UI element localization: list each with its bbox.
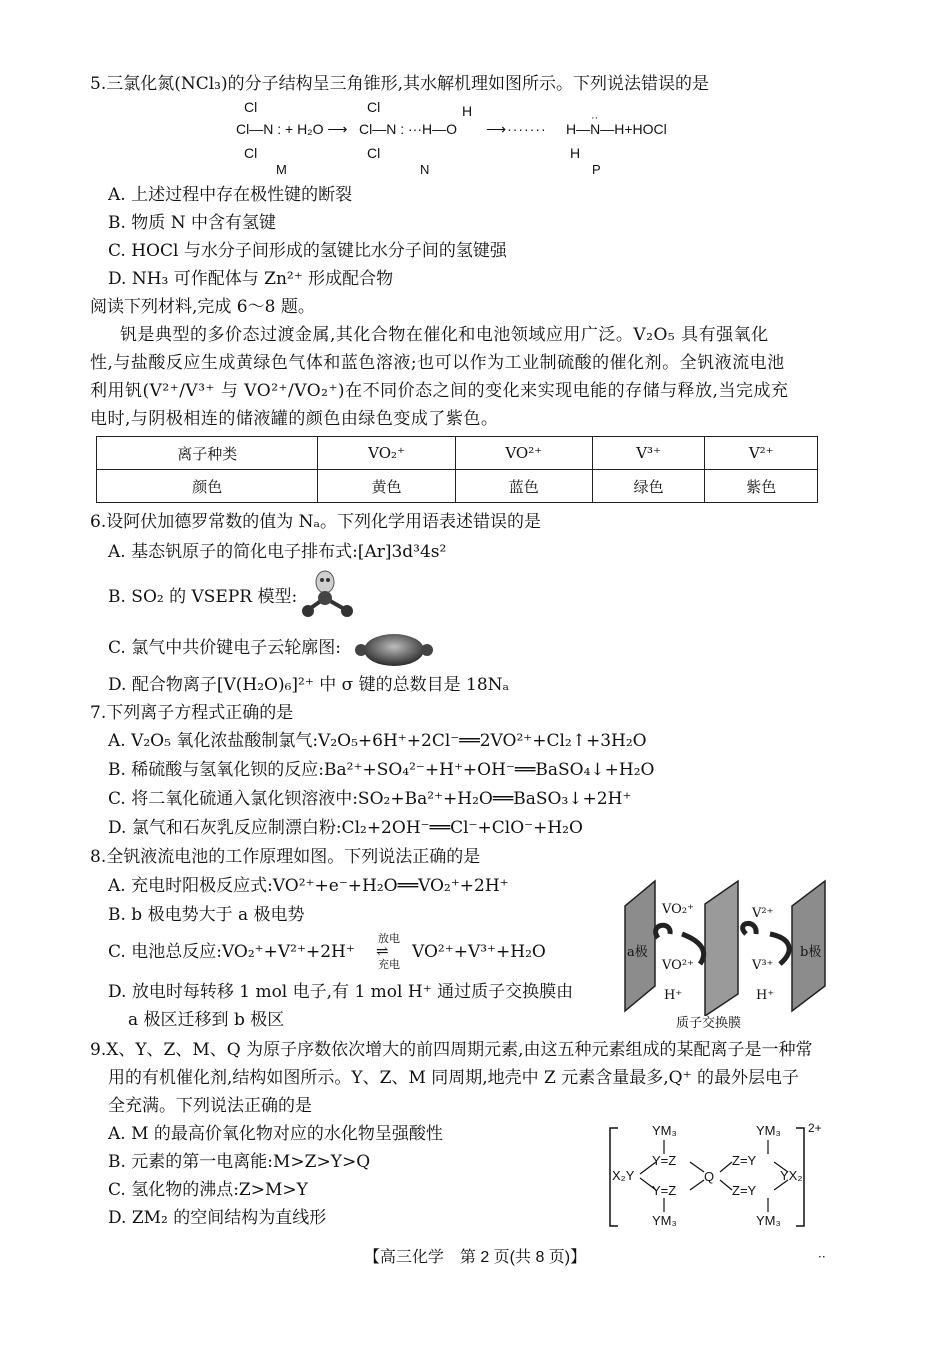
n-cl-top: Cl [367, 99, 381, 115]
q5-option-d: D. NH₃ 可作配体与 Zn²⁺ 形成配合物 [108, 269, 394, 289]
q5-option-c: C. HOCl 与水分子间形成的氢键比水分子间的氢键强 [108, 241, 507, 261]
table-cell: 黄色 [318, 470, 455, 503]
ym3-top-left: YM₃ [652, 1123, 677, 1138]
table-cell: 紫色 [705, 470, 818, 503]
table-row [97, 437, 818, 470]
x2y-left: X₂Y [612, 1168, 635, 1183]
q9-option-d: D. ZM₂ 的空间结构为直线形 [108, 1208, 327, 1228]
yz-bot-left: Y=Z [652, 1183, 677, 1198]
ion-v2plus: V²⁺ [752, 906, 774, 921]
page-footer: 【高三化学 第 2 页(共 8 页)】 [363, 1249, 587, 1266]
material-line-4: 电时,与阴极相连的储液罐的颜色由绿色变成了紫色。 [90, 409, 499, 429]
yx2-right: YX₂ [780, 1168, 803, 1183]
table-cell: 蓝色 [455, 470, 592, 503]
electrode-b-label: b极 [800, 945, 822, 960]
m-formula: Cl—N : + H₂O ⟶ [236, 121, 348, 137]
table-cell: V³⁺ [592, 437, 705, 470]
q8-option-d: D. 放电时每转移 1 mol 电子,有 1 mol H⁺ 通过质子交换膜由 [108, 982, 574, 1002]
q7-option-c: C. 将二氧化硫通入氯化钡溶液中:SO₂+Ba²⁺+H₂O══BaSO₃↓+2H⁺ [108, 789, 632, 809]
p-label: P [592, 162, 601, 177]
zy-bot-right: Z=Y [732, 1183, 757, 1198]
proton-left: H⁺ [664, 988, 683, 1003]
ion-vo2-2plus: VO²⁺ [662, 958, 694, 973]
membrane-label: 质子交换膜 [676, 1016, 742, 1031]
footer-mark: ·· [818, 1250, 826, 1264]
table-cell: 颜色 [97, 470, 318, 503]
q6-option-a: A. 基态钒原子的简化电子排布式:[Ar]3d³4s² [108, 542, 447, 562]
p-formula: H—N—H+HOCl [566, 121, 667, 137]
q8-option-d-cont: a 极区迁移到 b 极区 [128, 1010, 285, 1030]
m-cl-bot: Cl [244, 145, 258, 161]
m-label: M [276, 162, 287, 177]
q9-title-line-1: 9.X、Y、Z、M、Q 为原子序数依次增大的前四周期元素,由这五种元素组成的某配离子是一种常 [90, 1040, 813, 1060]
ym3-top-right: YM₃ [756, 1123, 781, 1138]
q6-option-b: B. SO₂ 的 VSEPR 模型: [108, 587, 298, 607]
q9-option-c: C. 氢化物的沸点:Z>M>Y [108, 1180, 308, 1200]
q8-option-c-rest: VO²⁺+V³⁺+H₂O [412, 942, 546, 962]
material-line-3: 利用钒(V²⁺/V³⁺ 与 VO²⁺/VO₂⁺)在不同价态之间的变化来实现电能的存储与释放,当完成充 [90, 381, 789, 401]
ym3-bot-right: YM₃ [756, 1213, 781, 1228]
n-label: N [420, 162, 430, 177]
reading-intro: 阅读下列材料,完成 6～8 题。 [90, 297, 315, 317]
charge-label: 2+ [808, 1121, 822, 1135]
electrode-a-label: a极 [627, 945, 648, 960]
q7-option-a: A. V₂O₅ 氧化浓盐酸制氯气:V₂O₅+6H⁺+2Cl⁻══2VO²⁺+Cl₂↑+3H₂O [108, 731, 647, 751]
table-cell: 离子种类 [97, 437, 318, 470]
table-cell: V²⁺ [705, 437, 818, 470]
q-center: Q [704, 1169, 715, 1184]
q8-title: 8.全钒液流电池的工作原理如图。下列说法正确的是 [90, 847, 481, 867]
q8-option-b: B. b 极电势大于 a 极电势 [108, 905, 305, 925]
q5-option-b: B. 物质 N 中含有氢键 [108, 213, 276, 233]
q8-option-c: C. 电池总反应:VO₂⁺+V²⁺+2H⁺ [108, 942, 355, 962]
p-lone-pair: ·· [591, 112, 599, 124]
cl2-electron-cloud-image [352, 630, 436, 670]
reaction-arrow: ⟶······· [486, 121, 547, 137]
ion-v3plus: V³⁺ [752, 958, 774, 973]
table-row [97, 470, 818, 503]
q7-title: 7.下列离子方程式正确的是 [90, 703, 294, 723]
reversible-arrow-icon: ⇌ [376, 942, 389, 960]
m-cl-top: Cl [244, 99, 258, 115]
q8-option-a: A. 充电时阳极反应式:VO²⁺+e⁻+H₂O══VO₂⁺+2H⁺ [108, 876, 509, 896]
q7-option-d: D. 氯气和石灰乳反应制漂白粉:Cl₂+2OH⁻══Cl⁻+ClO⁻+H₂O [108, 818, 583, 838]
n-formula: Cl—N : ···H—O [359, 121, 457, 137]
ion-color-table [96, 436, 818, 503]
q5-option-a: A. 上述过程中存在极性键的断裂 [108, 185, 353, 205]
charge-label: 充电 [378, 958, 400, 971]
table-cell: 绿色 [592, 470, 705, 503]
q9-title-line-3: 全充满。下列说法正确的是 [108, 1096, 312, 1116]
yz-top-left: Y=Z [652, 1153, 677, 1168]
so2-vsepr-model-image [298, 570, 362, 620]
q9-option-a: A. M 的最高价氧化物对应的水化物呈强酸性 [108, 1124, 443, 1144]
table-cell: VO₂⁺ [318, 437, 455, 470]
vanadium-battery-diagram [620, 876, 830, 1016]
q9-title-line-2: 用的有机催化剂,结构如图所示。Y、Z、M 同周期,地壳中 Z 元素含量最多,Q⁺ 的最外层电子 [108, 1068, 799, 1088]
proton-right: H⁺ [756, 988, 775, 1003]
material-line-1: 钒是典型的多价态过渡金属,其化合物在催化和电池领域应用广泛。V₂O₅ 具有强氧化 [120, 325, 769, 345]
q9-option-b: B. 元素的第一电离能:M>Z>Y>Q [108, 1152, 371, 1172]
ion-vo2plus: VO₂⁺ [662, 902, 694, 917]
q6-option-c: C. 氯气中共价键电子云轮廓图: [108, 638, 341, 658]
q7-option-b: B. 稀硫酸与氢氧化钡的反应:Ba²⁺+SO₄²⁻+H⁺+OH⁻══BaSO₄↓+H₂O [108, 760, 655, 780]
table-cell: VO²⁺ [455, 437, 592, 470]
ym3-bot-left: YM₃ [652, 1213, 677, 1228]
n-cl-bot: Cl [367, 145, 381, 161]
discharge-label: 放电 [378, 932, 400, 945]
zy-top-right: Z=Y [732, 1153, 757, 1168]
material-line-2: 性,与盐酸反应生成黄绿色气体和蓝色溶液;也可以作为工业制硫酸的催化剂。全钒液流电池 [90, 353, 785, 373]
q5-title: 5.三氯化氮(NCl₃)的分子结构呈三角锥形,其水解机理如图所示。下列说法错误的是 [90, 74, 710, 94]
q6-title: 6.设阿伏加德罗常数的值为 Nₐ。下列化学用语表述错误的是 [90, 512, 542, 532]
p-h-bot: H [570, 145, 581, 161]
q6-option-d: D. 配合物离子[V(H₂O)₆]²⁺ 中 σ 键的总数目是 18Nₐ [108, 675, 510, 695]
n-h-top: H [462, 103, 473, 119]
